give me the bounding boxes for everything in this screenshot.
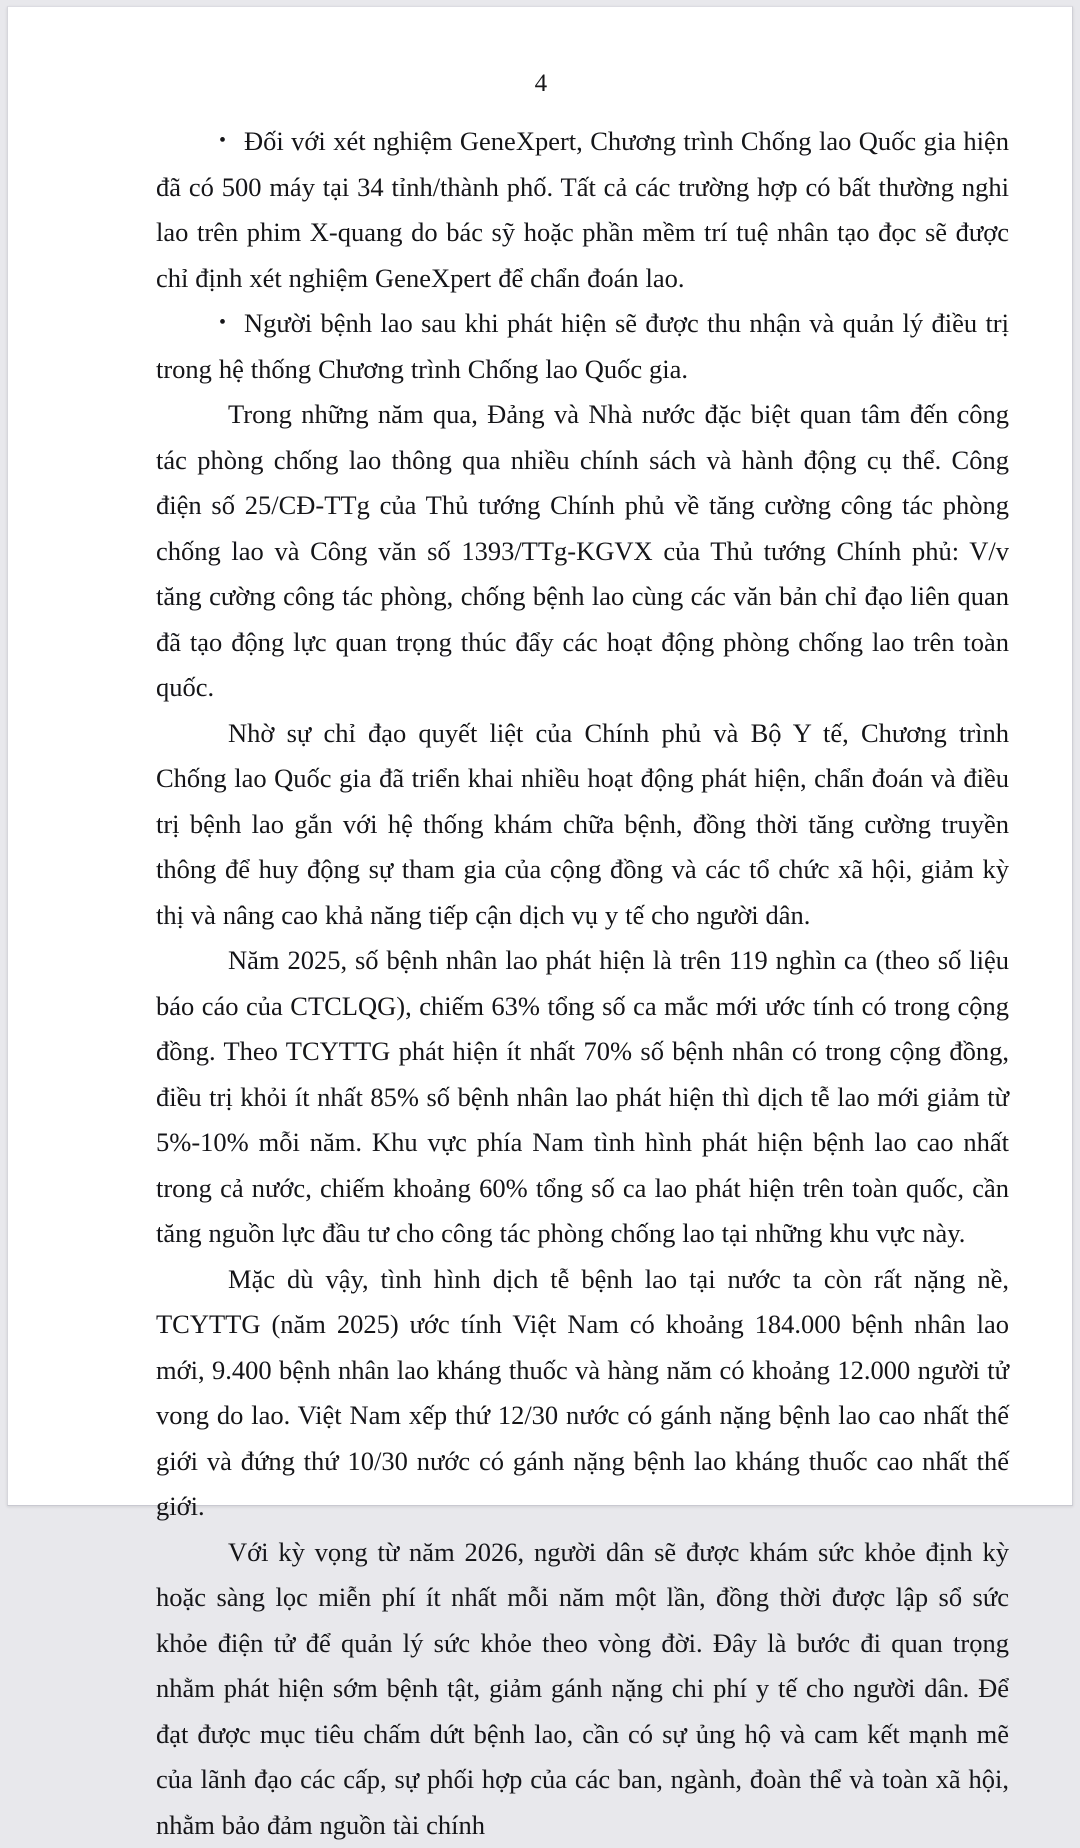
- paragraph-bullet-patient-management: [156, 301, 1009, 392]
- document-page: [7, 6, 1073, 1506]
- paragraph-outlook-2026: Với kỳ vọng từ năm 2026, người dân sẽ được khám sức khỏe định kỳ hoặc sàng lọc miễn phí ít nhất mỗi năm một lần, đồng thời được lập sổ sức khỏe điện tử để quản lý sức khỏe theo vòng đời. Đây là bước đi quan trọng nhằm phát hiện sớm bệnh tật, giảm gánh nặng chi phí y tế cho người dân. Để đạt được mục tiêu chấm dứt bệnh lao, cần có sự ủng hộ và cam kết mạnh mẽ của lãnh đạo các cấp, sự phối hợp của các ban, ngành, đoàn thể và toàn xã hội, nhằm bảo đảm nguồn tài chính: [156, 1530, 1009, 1848]
- paragraph-epidemiology-burden: Mặc dù vậy, tình hình dịch tễ bệnh lao tại nước ta còn rất nặng nề, TCYTTG (năm 2025) ước tính Việt Nam có khoảng 184.000 bệnh nhân lao mới, 9.400 bệnh nhân lao kháng thuốc và hàng năm có khoảng 12.000 người tử vong do lao. Việt Nam xếp thứ 12/30 nước có gánh nặng bệnh lao cao nhất thế giới và đứng thứ 10/30 nước có gánh nặng bệnh lao kháng thuốc cao nhất thế giới.: [156, 1257, 1009, 1530]
- paragraph-statistics-2025: Năm 2025, số bệnh nhân lao phát hiện là trên 119 nghìn ca (theo số liệu báo cáo của CTCLQG), chiếm 63% tổng số ca mắc mới ước tính có trong cộng đồng. Theo TCYTTG phát hiện ít nhất 70% số bệnh nhân có trong cộng đồng, điều trị khỏi ít nhất 85% số bệnh nhân lao phát hiện thì dịch tễ lao mới giảm từ 5%-10% mỗi năm. Khu vực phía Nam tình hình phát hiện bệnh lao cao nhất trong cả nước, chiếm khoảng 60% tổng số ca lao phát hiện trên toàn quốc, cần tăng nguồn lực đầu tư cho công tác phòng chống lao tại những khu vực này.: [156, 938, 1009, 1257]
- paragraph-text: Người bệnh lao sau khi phát hiện sẽ được thu nhận và quản lý điều trị trong hệ thống Chương trình Chống lao Quốc gia.: [156, 308, 1009, 384]
- bullet-icon: •: [156, 301, 244, 347]
- body-text-column: [156, 119, 1009, 1848]
- paragraph-text: Đối với xét nghiệm GeneXpert, Chương trình Chống lao Quốc gia hiện đã có 500 máy tại 34 tỉnh/thành phố. Tất cả các trường hợp có bất thường nghi lao trên phim X-quang do bác sỹ hoặc phần mềm trí tuệ nhân tạo đọc sẽ được chỉ định xét nghiệm GeneXpert để chẩn đoán lao.: [156, 126, 1009, 293]
- paragraph-government-direction: Nhờ sự chỉ đạo quyết liệt của Chính phủ và Bộ Y tế, Chương trình Chống lao Quốc gia đã triển khai nhiều hoạt động phát hiện, chẩn đoán và điều trị bệnh lao gắn với hệ thống khám chữa bệnh, đồng thời tăng cường truyền thông để huy động sự tham gia của cộng đồng và các tổ chức xã hội, giảm kỳ thị và nâng cao khả năng tiếp cận dịch vụ y tế cho người dân.: [156, 711, 1009, 939]
- paragraph-bullet-genexpert: [156, 119, 1009, 301]
- page-number: 4: [8, 69, 1074, 99]
- bullet-icon: •: [156, 119, 244, 165]
- paragraph-policy-documents: Trong những năm qua, Đảng và Nhà nước đặc biệt quan tâm đến công tác phòng chống lao thông qua nhiều chính sách và hành động cụ thể. Công điện số 25/CĐ-TTg của Thủ tướng Chính phủ về tăng cường công tác phòng chống lao và Công văn số 1393/TTg-KGVX của Thủ tướng Chính phủ: V/v tăng cường công tác phòng, chống bệnh lao cùng các văn bản chỉ đạo liên quan đã tạo động lực quan trọng thúc đẩy các hoạt động phòng chống lao trên toàn quốc.: [156, 392, 1009, 711]
- page-content-area: [8, 7, 1074, 1507]
